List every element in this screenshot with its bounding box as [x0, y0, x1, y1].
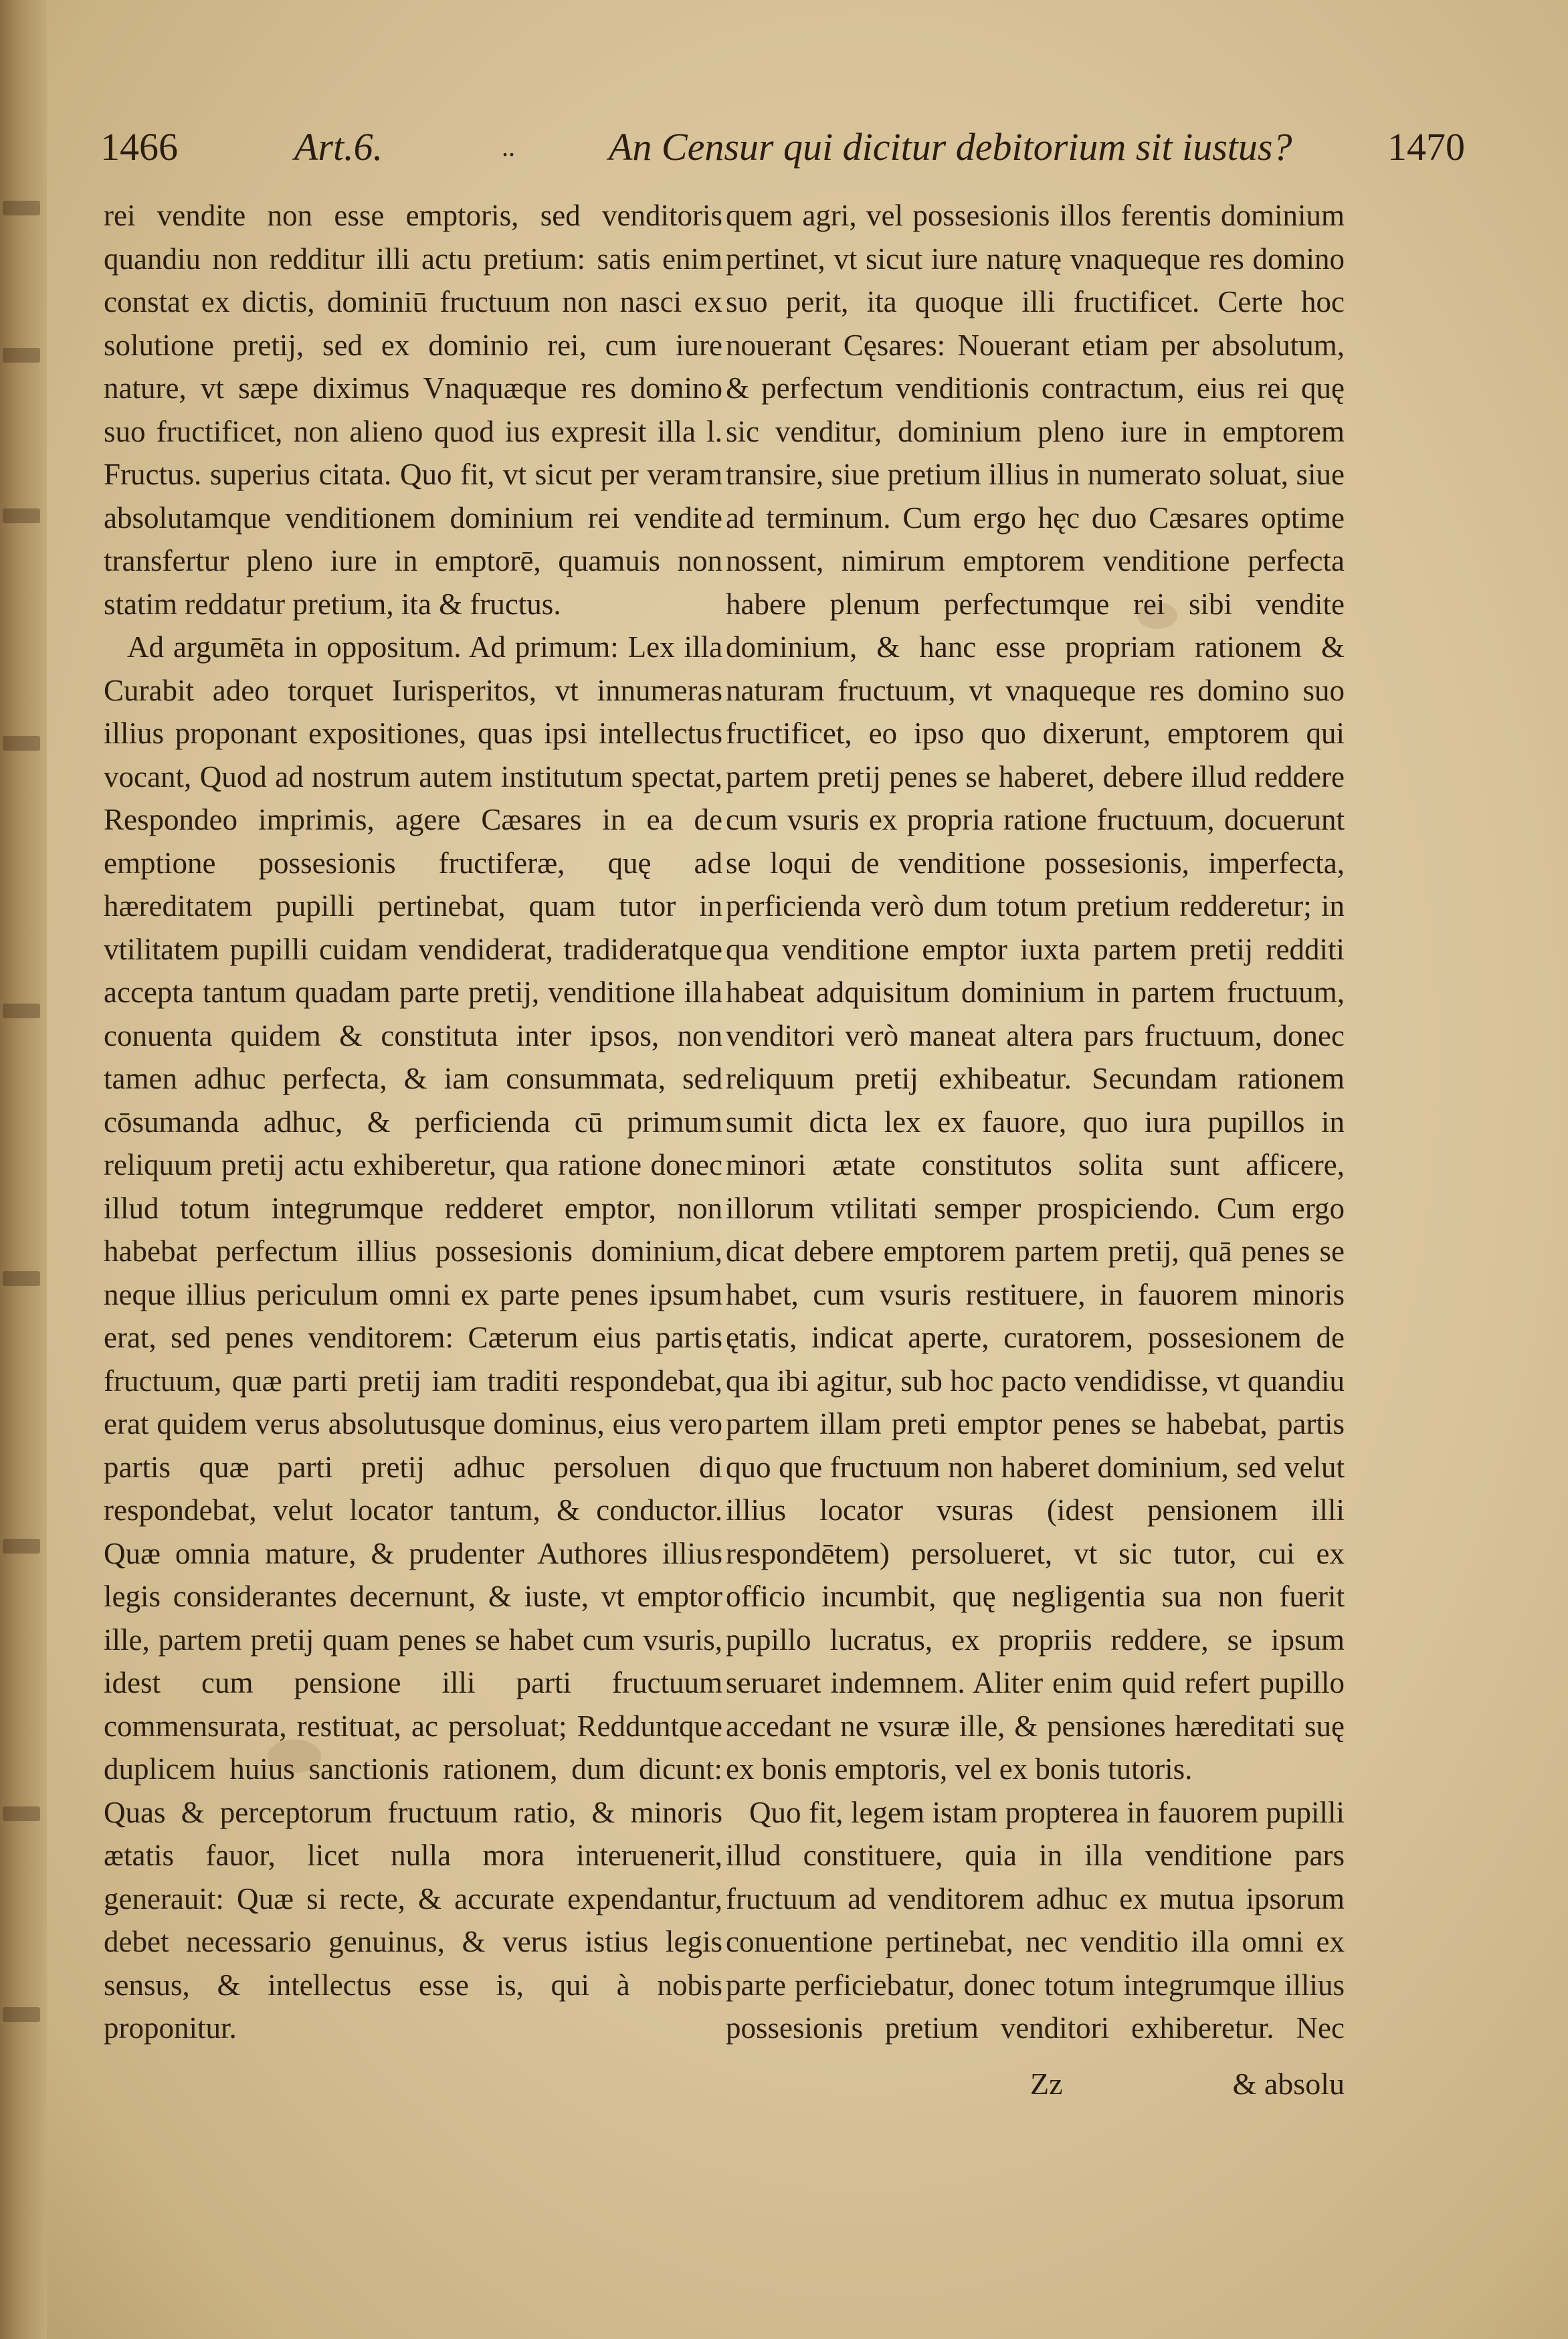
- paragraph: Ad argumēta in oppositum. Ad primum: Lex illa Curabit adeo torquet Iurisperitos, vt innumeras illius proponant expositiones, quas ipsi intellectus vocant, Quod ad nostrum autem institutum spectat, Respondeo imprimis, agere Cæsares in ea de emptione possesionis fructiferæ, quę ad hæreditatem pupilli pertinebat, quam tutor in vtilitatem pupilli cuidam vendiderat, tradideratque accepta tantum quadam parte pretij, venditione illa conuenta quidem & constituta inter ipsos, non tamen adhuc perfecta, & iam consummata, sed cōsumanda adhuc, & perficienda cū primum reliquum pretij actu exhiberetur, qua ratione donec illud totum integrumque redderet emptor, non habebat perfectum illius possesionis dominium, neque illius periculum omni ex parte penes ipsum erat, sed penes venditorem: Cæterum eius partis fructuum, quæ parti pretij iam traditi respondebat, erat quidem verus absolutusque dominus, eius vero partis quæ parti pretij adhuc persoluen di respondebat, velut locator tantum, & conductor. Quæ omnia mature, & prudenter Authores illius legis considerantes decernunt, & iuste, vt emptor ille, partem pretij quam penes se habet cum vsuris, idest cum pensione illi parti fructuum commensurata, restituat, ac persoluat; Redduntque duplicem huius sanctionis rationem, dum dicunt: Quas & perceptorum fructuum ratio, & minoris ætatis fauor, licet nulla mora interuenerit, generauit: Quæ si recte, & accurate expendantur, debet necessario genuinus, & verus istius legis sensus, & intellectus esse is, qui à nobis proponitur.: [104, 630, 722, 2045]
- gutter-fragment: [3, 2007, 40, 2022]
- gutter-fragment: [3, 348, 40, 363]
- gutter-fragment: [3, 1806, 40, 1821]
- left-text-column: [104, 194, 722, 2047]
- article-label: Art.6.: [294, 125, 383, 169]
- gutter-fragment: [3, 736, 40, 751]
- gutter-fragment: [3, 1539, 40, 1554]
- right-text-column: [726, 194, 1345, 2047]
- header-separator: ..: [502, 132, 515, 162]
- running-header: [100, 120, 1465, 174]
- signature-mark: Zz: [1030, 2067, 1063, 2101]
- running-title: An Censur qui dicitur debitorium sit iustus?: [609, 125, 1292, 169]
- binding-gutter: [0, 0, 47, 2339]
- paragraph: rei vendite non esse emptoris, sed venditoris quandiu non redditur illi actu pretium: satis enim constat ex dictis, dominiū fructuum non nasci ex solutione pretij, sed ex dominio rei, cum iure nature, vt sæpe diximus Vnaquæque res domino suo fructificet, non alieno quod ius expresit illa l. Fructus. superius citata. Quo fit, vt sicut per veram absolutamque venditionem dominium rei vendite transfertur pleno iure in emptorē, quamuis non statim reddatur pretium, ita & fructus.: [104, 199, 722, 621]
- gutter-fragment: [3, 1271, 40, 1286]
- gutter-fragment: [3, 201, 40, 215]
- gutter-fragment: [3, 1004, 40, 1018]
- right-page-number: 1470: [1387, 125, 1465, 169]
- gutter-fragment: [3, 508, 40, 523]
- catchword: & absolu: [1232, 2067, 1345, 2101]
- page-footer: [726, 2061, 1345, 2108]
- paragraph: Quo fit, legem istam propterea in fauorem pupilli illud constituere, quia in illa venditione pars fructuum ad venditorem adhuc ex mutua ipsorum conuentione pertinebat, nec venditio illa omni ex parte perficiebatur, donec totum integrumque illius possesionis pretium venditori exhiberetur. Nec: [726, 1795, 1345, 2045]
- left-page-number: 1466: [100, 125, 178, 169]
- paragraph: quem agri, vel possesionis illos ferentis dominium pertinet, vt sicut iure naturę vnaqueque res domino suo perit, ita quoque illi fructificet. Certe hoc nouerant Cęsares: Nouerant etiam per absolutum, & perfectum venditionis contractum, eius rei quę sic venditur, dominium pleno iure in emptorem transire, siue pretium illius in numerato soluat, siue ad terminum. Cum ergo hęc duo Cæsares optime nossent, nimirum emptorem venditione perfecta habere plenum perfectumque rei sibi vendite dominium, & hanc esse propriam rationem & naturam fructuum, vt vnaqueque res domino suo fructificet, eo ipso quo dixerunt, emptorem qui partem pretij penes se haberet, debere illud reddere cum vsuris ex propria ratione fructuum, docuerunt se loqui de venditione possesionis, imperfecta, perficienda verò dum totum pretium redderetur; in qua venditione emptor iuxta partem pretij redditi habeat adquisitum dominium in partem fructuum, venditori verò maneat altera pars fructuum, donec reliquum pretij exhibeatur. Secundam rationem sumit dicta lex ex fauore, quo iura pupillos in minori ætate constitutos solita sunt afficere, illorum vtilitati semper prospiciendo. Cum ergo dicat debere emptorem partem pretij, quā penes se habet, cum vsuris restituere, in fauorem minoris ętatis, indicat aperte, curatorem, possesionem de qua ibi agitur, sub hoc pacto vendidisse, vt quandiu partem illam preti emptor penes se habebat, partis quo que fructuum non haberet dominium, sed velut illius locator vsuras (idest pensionem illi respondētem) persolueret, vt sic tutor, cui ex officio incumbit, quę negligentia sua non fuerit pupillo lucratus, ex propriis reddere, se ipsum seruaret indemnem. Aliter enim quid refert pupillo accedant ne vsuræ ille, & pensiones hæreditati suę ex bonis emptoris, vel ex bonis tutoris.: [726, 199, 1345, 1786]
